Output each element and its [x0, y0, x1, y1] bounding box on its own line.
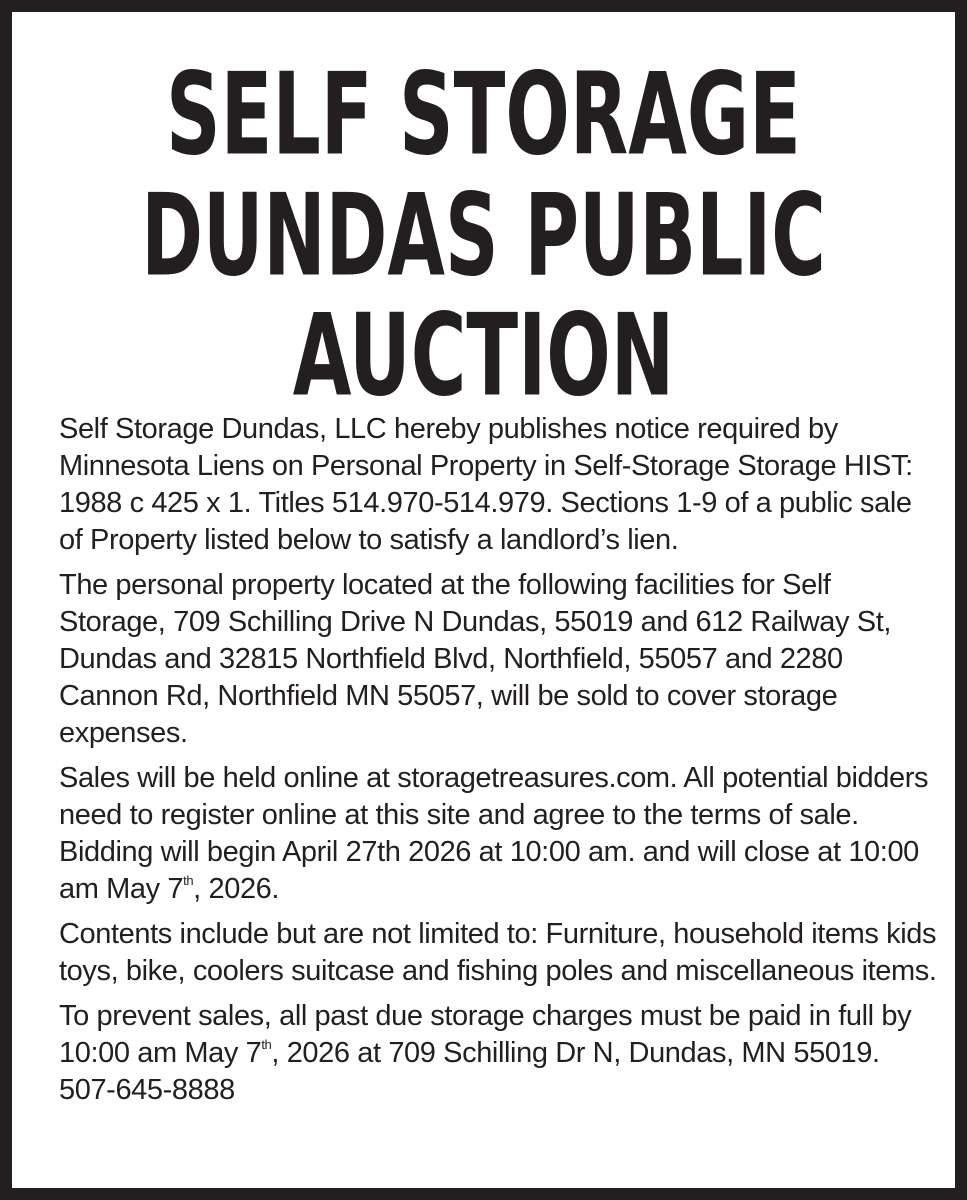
headline-line-3: AUCTION	[292, 289, 675, 422]
ordinal-suffix: th	[261, 1037, 272, 1052]
paragraph-lien-notice: Self Storage Dundas, LLC hereby publishes notice required by Minnesota Liens on Personal Property in Self-Storage Storage HIST: 1988 c 425 x 1. Titles 514.970-514.979. Sections 1-9 of a public sale of Property listed below to satisfy a landlord’s lien.	[59, 413, 913, 556]
headline-line-1: SELF STORAGE	[166, 48, 801, 181]
paragraph-prevent-sale	[59, 998, 939, 1109]
paragraph-property-locations: The personal property located at the following facilities for Self Storage, 709 Schilling Drive N Dundas, 55019 and 612 Railway St, Dundas and 32815 Northfield Blvd, Northfield, 55057 and 2280 Cannon Rd, Northfield MN 55057, will be sold to cover storage expenses.	[59, 569, 892, 749]
prevent-sale-text-end: , 2026 at 709 Schilling Dr N, Dundas, MN 55019. 507-645-8888	[59, 1037, 880, 1106]
headline-line-2: DUNDAS PUBLIC	[141, 169, 826, 302]
prevent-sale-text: To prevent sales, all past due storage charges must be paid in full by 10:00 am May 7	[59, 1000, 912, 1069]
paragraph-contents: Contents include but are not limited to: Furniture, household items kids toys, bike, coolers suitcase and fishing poles and miscellaneous items.	[59, 918, 937, 987]
notice-body	[59, 411, 939, 1117]
ordinal-suffix: th	[183, 873, 194, 888]
paragraph-sale-details	[59, 760, 939, 908]
sale-details-text: Sales will be held online at storagetreasures.com. All potential bidders need to register online at this site and agree to the terms of sale. Bidding will begin April 27th 2026 at 10:00 am. and will close at 10:00 am May 7	[59, 762, 929, 905]
sale-details-text-end: , 2026.	[193, 873, 280, 905]
